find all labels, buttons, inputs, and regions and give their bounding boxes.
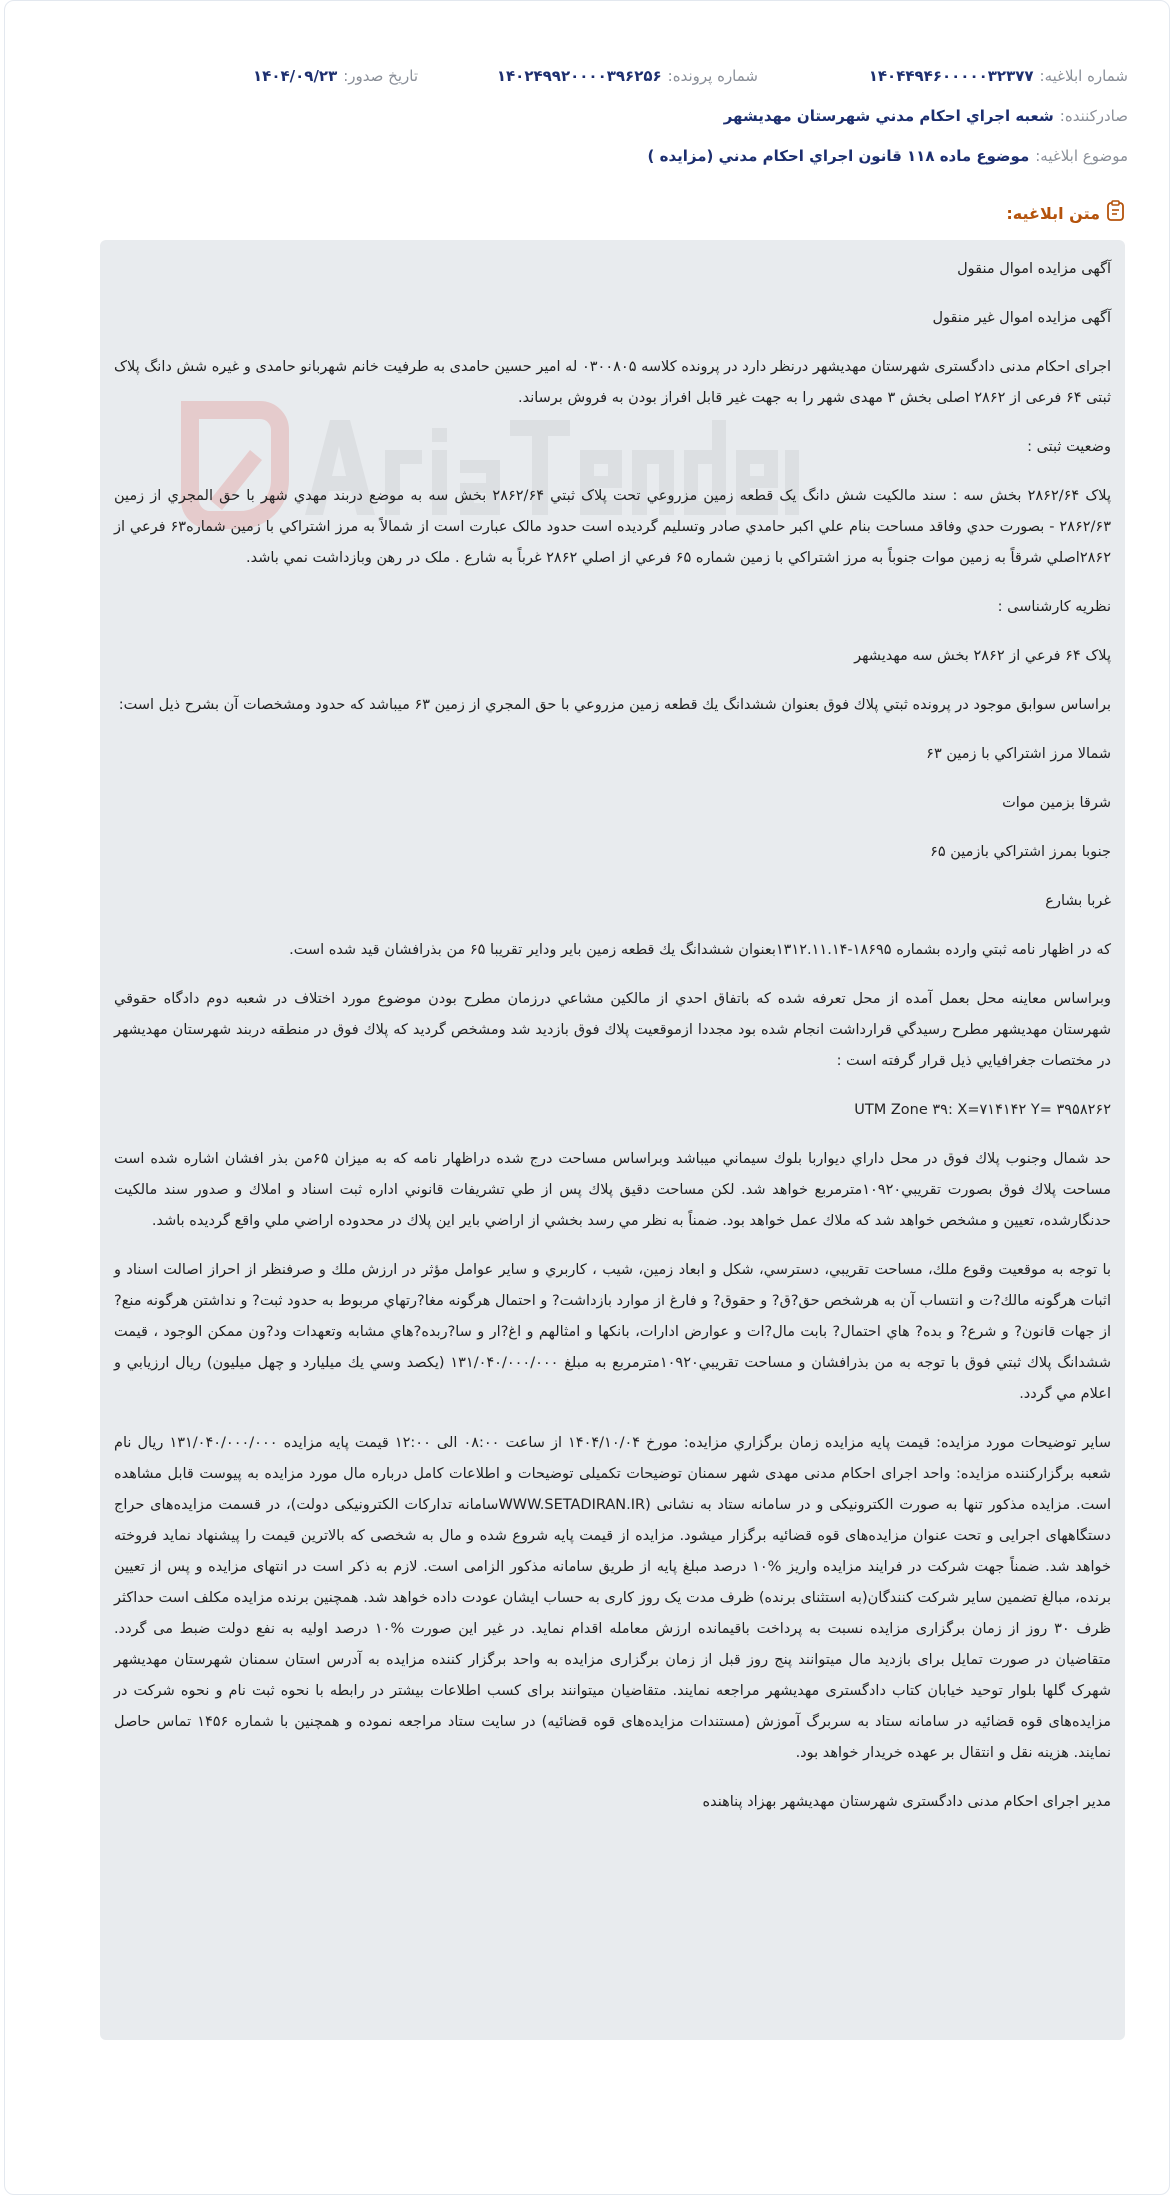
notice-body — [100, 240, 1125, 2040]
notice-paragraph: وضعیت ثبتی : — [1027, 439, 1111, 455]
notice-paragraph: اجرای احکام مدنی دادگستری شهرستان مهدیشهر درنظر دارد در پرونده کلاسه ۰۳۰۰۸۰۵ له امیر حسین حامدی به طرفیت خانم شهربانو حامدی و غیره شش دانگ پلاک ثبتی ۶۴ فرعی از ۲۸۶۲ اصلی بخش ۳ مهدی شهر را به جهت غیر قابل افراز بودن به فروش برساند. — [114, 359, 1111, 406]
notice-paragraph: حد شمال وجنوب پلاك فوق در محل داراي ديواربا بلوك سيماني ميباشد وبراساس مساحت درج شده دراظهار نامه كه به ميزان ۶۵من بذر افشان اشاره شده است مساحت پلاك فوق بصورت تقريبي۱۰۹۲۰مترمربع خواهد شد. لكن مساحت دقيق پلاك پس از طي تشريفات قانوني اداره ثبت اسناد و املاك و صدور سند مالكيت حدنگارشده، تعيين و مشخص خواهد شد كه ملاك عمل خواهد بود. ضمناً به نظر مي رسد بخشي از اراضي باير اين پلاك در محدوده اراضي ملي واقع گرديده باشد. — [114, 1151, 1111, 1229]
subject: موضوع ابلاغیه: موضوع ماده ١١٨ قانون اجراي احكام مدني (مزايده ) — [647, 147, 1128, 165]
notice-paragraph: شمالا مرز اشتراكي با زمين ۶۳ — [926, 746, 1111, 762]
notice-paragraph: پلاک ۶۴ فرعي از ۲۸۶۲ بخش سه مهديشهر — [854, 648, 1111, 664]
body-title: متن ابلاغیه: — [1006, 200, 1126, 226]
notice-paragraph: كه در اظهار نامه ثبتي وارده بشماره ۱۸۶۹۵-۱۳۱۲.۱۱.۱۴بعنوان ششدانگ يك قطعه زمين باير وداير تقريبا ۶۵ من بذرافشان قيد شده است. — [289, 942, 1111, 958]
notice-paragraph: UTM Zone ۳۹: X=۷۱۴۱۴۲ Y= ۳۹۵۸۲۶۲ — [854, 1102, 1111, 1118]
notice-number: شماره ابلاغیه: ۱۴۰۴۴۹۴۶۰۰۰۰۰۳۲۳۷۷ — [868, 67, 1128, 85]
notice-paragraph: براساس سوابق موجود در پرونده ثبتي پلاك فوق بعنوان ششدانگ يك قطعه زمين مزروعي با حق المجري از زمين ۶۳ ميباشد كه حدود ومشخصات آن بشرح ذيل است: — [118, 697, 1111, 713]
document-icon — [1106, 200, 1126, 226]
issue-date: تاریخ صدور: ۱۴۰۴/۰۹/۲۳ — [253, 67, 418, 85]
issuer: صادرکننده: شعبه اجراي احكام مدني شهرستان مهديشهر — [723, 107, 1128, 125]
notice-paragraph: با توجه به موقعيت وقوع ملك، مساحت تقريبي، دسترسي، شكل و ابعاد زمين، شيب ، كاربري و ساير عوامل مؤثر در ارزش ملك و صرفنظر از احراز اصالت اسناد و اثبات هرگونه مالك?ت و انتساب آن به هرشخص حق?ق? و حقوق? و فارغ از موارد بازداشت? و احتمال هرگونه مغا?رتهاي مربوط به حدود ثبت? و نداشتن هرگونه منع? از جهات قانون? و شرع? و بده? هاي احتمال? بابت مال?ات و عوارض ادارات، بانكها و امثالهم و اغ?ار و سا?ربده?هاي مشابه وتعهدات ود?ون ممكن الوجود ، قيمت ششدانگ پلاك ثبتي فوق با توجه به من بذرافشان و مساحت تقريبي۱۰۹۲۰مترمربع به مبلغ ۱۳۱/۰۴۰/۰۰۰/۰۰۰ (يكصد وسي يك ميليارد و چهل ميليون) ريال ارزيابي و اعلام مي گردد. — [114, 1262, 1111, 1402]
notice-paragraph: آگهی مزایده اموال غیر منقول — [932, 310, 1111, 326]
notice-paragraph: وبراساس معاينه محل بعمل آمده از محل تعرفه شده كه باتفاق احدي از مالكين مشاعي درزمان مطرح بودن موضوع مورد اختلاف در شعبه دوم دادگاه حقوقي شهرستان مهديشهر مطرح رسيدگي قرارداشت انجام شده بود مجددا ازموقعيت پلاك فوق بازديد شد ومشخص گرديد كه پلاك فوق در منطقه دربند شهرستان مهديشهر در مختصات جغرافيايي ذيل قرار گرفته است : — [114, 991, 1111, 1069]
notice-paragraph: جنوبا بمرز اشتراكي بازمين ۶۵ — [930, 844, 1111, 860]
notice-paragraph: آگهی مزایده اموال منقول — [957, 261, 1111, 277]
notice-paragraph: نظریه کارشناسی : — [997, 599, 1111, 615]
notice-paragraph: شرقا بزمين موات — [1002, 795, 1111, 811]
notice-paragraph: مدیر اجرای احکام مدنی دادگستری شهرستان مهدیشهر بهزاد پناهنده — [702, 1794, 1111, 1810]
notice-meta — [60, 56, 1128, 176]
notice-paragraph: سایر توضیحات مورد مزایده: قیمت پایه مزایده زمان برگزاري مزایده: مورخ ۱۴۰۴/۱۰/۰۴ از ساعت ۰۸:۰۰ الی ۱۲:۰۰ قیمت پایه مزایده ۱۳۱/۰۴۰/۰۰۰/۰۰۰ ریال نام شعبه برگزارکننده مزایده: واحد اجرای احکام مدنی مهدی شهر سمنان توضیحات تکمیلی توضیحات و اطلاعات کامل درباره مال مورد مزایده به پیوست قابل مشاهده است. مزایده مذکور تنها به صورت الکترونیکی و در سامانه ستاد به نشانی (WWW.SETADIRAN.IRسامانه تدارکات الکترونیکی دولت)، در قسمت مزایده‌های حراج دستگاههای اجرایی و تحت عنوان مزایده‌های قوه قضائیه برگزار میشود. مزایده از قیمت پایه شروع شده و مال به شخصی که بالاترین قیمت را پیشنهاد نماید فروخته خواهد شد. ضمناً جهت شرکت در فرایند مزایده واریز %۱۰ درصد مبلغ پایه از طریق سامانه مذکور الزامی است. لازم به ذکر است در انتهای مزایده و پس از تعیین برنده، مبالغ تضمین سایر شرکت کنندگان(به استثنای برنده) ظرف مدت یک روز کاری به حساب ایشان عودت داده خواهد شد. همچنین برنده مزایده مکلف است حداکثر ظرف ۳۰ روز از زمان برگزاری مزایده نسبت به پرداخت باقیمانده ارزش معامله اقدام نماید. در غیر این صورت %۱۰ درصد اولیه به نفع دولت ضبط می گردد. متقاضیان در صورت تمایل برای بازدید مال میتوانند پنج روز قبل از زمان برگزاری مزایده به واحد برگزار کننده مزایده به آدرس استان سمنان شهرستان مهدیشهر شهرک گلها بلوار توحید خیابان کتاب دادگستری مهدیشهر مراجعه نمایند. متقاضیان میتوانند برای کسب اطلاعات بیشتر در رابطه با نحوه ثبت نام و نحوه شرکت در مزایده‌های قوه قضائیه در سامانه ستاد به سربرگ آموزش (مستندات مزایده‌های قوه قضائیه) در سایت ستاد مراجعه نموده و همچنین با شماره ۱۴۵۶ تماس حاصل نمایند. هزینه نقل و انتقال بر عهده خریدار خواهد بود. — [114, 1435, 1111, 1761]
file-number: شماره پرونده: ۱۴۰۲۴۹۹۲۰۰۰۰۳۹۶۲۵۶ — [496, 67, 758, 85]
notice-paragraph: غربا بشارع — [1045, 893, 1111, 909]
notice-paragraph: پلاک ۲۸۶۲/۶۴ بخش سه : سند مالکیت شش دانگ یک قطعه زمین مزروعي تحت پلاک ثبتي ۲۸۶۲/۶۴ بخش سه به موضع دربند مهدي شهر با حق المجري از زمین ۲۸۶۲/۶۳ - بصورت حدي وفاقد مساحت بنام علي اكبر حامدي صادر وتسليم گرديده است حدود مالک عبارت است از شمالاً به مرز اشتراكي با زمين شماره۶۳ فرعي از ۲۸۶۲اصلي شرقاً به زمين موات جنوباً به مرز اشتراكي با زمين شماره ۶۵ فرعي از اصلي ۲۸۶۲ غرباً به شارع . ملک در رهن وبازداشت نمي باشد. — [114, 488, 1111, 566]
